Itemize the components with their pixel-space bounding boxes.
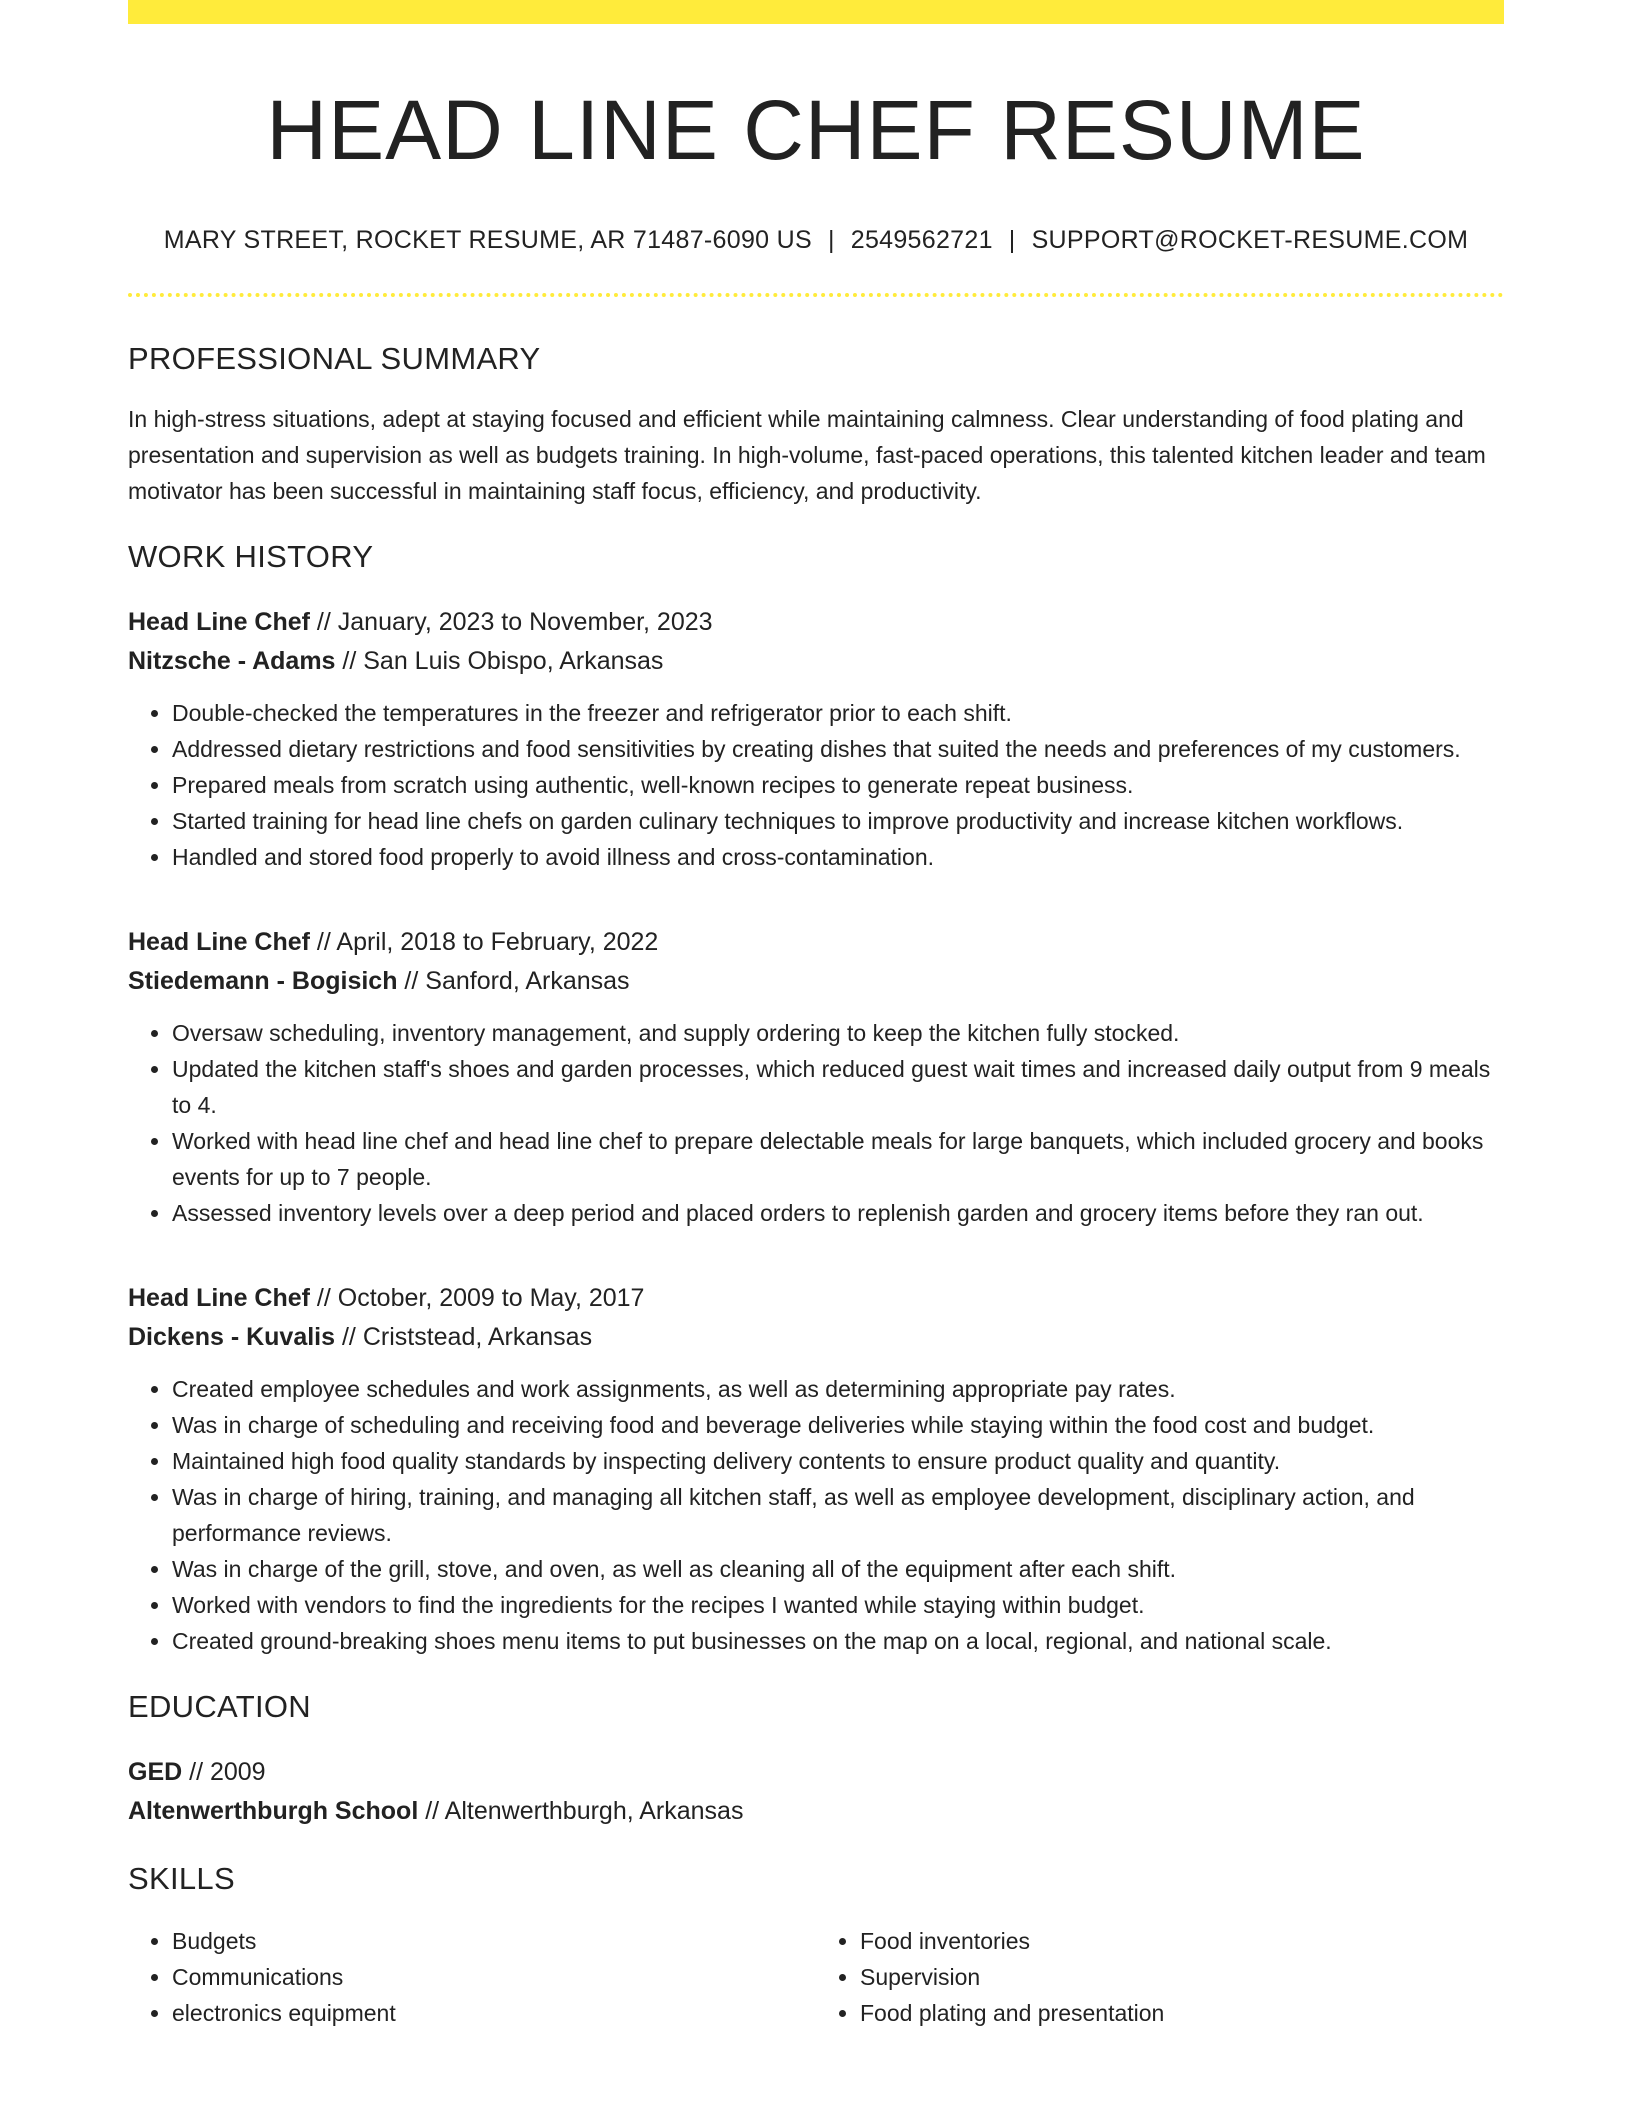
list-item: • Double-checked the temperatures in the freezer and refrigerator prior to each shift. [172, 695, 1504, 731]
contact-separator: | [1008, 226, 1016, 255]
job-company: Dickens - Kuvalis [128, 1323, 336, 1352]
list-item: • Was in charge of the grill, stove, and oven, as well as cleaning all of the equipment after each shift. [172, 1551, 1504, 1587]
list-item: • Started training for head line chefs on garden culinary techniques to improve productivity and increase kitchen workflows. [172, 803, 1504, 839]
job-company: Stiedemann - Bogisich [128, 967, 398, 996]
job-dates: // January, 2023 to November, 2023 [309, 608, 713, 637]
list-item: • Maintained high food quality standards by inspecting delivery contents to ensure product quality and quantity. [172, 1443, 1504, 1479]
job-company-line [128, 1318, 1504, 1357]
skills-column-right [816, 1923, 1504, 2031]
job-title: Head Line Chef [128, 928, 310, 957]
job-dates: // April, 2018 to February, 2022 [309, 928, 659, 957]
job-title-line [128, 923, 1504, 962]
job-company-line [128, 642, 1504, 681]
list-item: • Addressed dietary restrictions and food sensitivities by creating dishes that suited the needs and preferences of my customers. [172, 731, 1504, 767]
summary-heading: PROFESSIONAL SUMMARY [128, 341, 541, 377]
contact-email: SUPPORT@ROCKET-RESUME.COM [1031, 226, 1469, 255]
job-company-line [128, 962, 1504, 1001]
job-entry [128, 1279, 1504, 1659]
job-company: Nitzsche - Adams [128, 647, 336, 676]
education-degree: GED [128, 1758, 183, 1787]
skills-column-left [128, 1923, 816, 2031]
education-degree-line [128, 1753, 1504, 1792]
job-entry [128, 603, 1504, 875]
list-item: • Was in charge of scheduling and receiving food and beverage deliveries while staying within the food cost and budget. [172, 1407, 1504, 1443]
list-item: • Prepared meals from scratch using authentic, well-known recipes to generate repeat business. [172, 767, 1504, 803]
education-year: // 2009 [182, 1758, 266, 1787]
list-item: • Updated the kitchen staff's shoes and garden processes, which reduced guest wait times and increased daily output from 9 meals to 4. [172, 1051, 1504, 1123]
contact-separator: | [827, 226, 835, 255]
job-entry [128, 923, 1504, 1231]
job-dates: // October, 2009 to May, 2017 [309, 1284, 645, 1313]
job-title: Head Line Chef [128, 608, 310, 637]
list-item: • Was in charge of hiring, training, and managing all kitchen staff, as well as employee development, disciplinary action, and performance reviews. [172, 1479, 1504, 1551]
job-bullets [128, 695, 1504, 875]
job-title-line [128, 1279, 1504, 1318]
education-heading: EDUCATION [128, 1689, 311, 1725]
job-bullets [128, 1015, 1504, 1231]
list-item: • Food inventories [860, 1923, 1504, 1959]
list-item: • Assessed inventory levels over a deep period and placed orders to replenish garden and grocery items before they ran out. [172, 1195, 1504, 1231]
list-item: • Supervision [860, 1959, 1504, 1995]
education-school-line [128, 1792, 1504, 1831]
skills-list [128, 1923, 1504, 2031]
list-item: • Communications [172, 1959, 816, 1995]
work-history-heading: WORK HISTORY [128, 539, 374, 575]
education-entry [128, 1753, 1504, 1831]
list-item: • Worked with head line chef and head line chef to prepare delectable meals for large banquets, which included grocery and books events for up to 7 people. [172, 1123, 1504, 1195]
contact-phone: 2549562721 [850, 226, 993, 255]
education-school: Altenwerthburgh School [128, 1797, 419, 1826]
list-item: • Created ground-breaking shoes menu items to put businesses on the map on a local, regional, and national scale. [172, 1623, 1504, 1659]
job-title: Head Line Chef [128, 1284, 310, 1313]
contact-address: MARY STREET, ROCKET RESUME, AR 71487-6090 US [163, 226, 812, 255]
job-bullets [128, 1371, 1504, 1659]
job-title-line [128, 603, 1504, 642]
list-item: • Food plating and presentation [860, 1995, 1504, 2031]
list-item: • Created employee schedules and work assignments, as well as determining appropriate pay rates. [172, 1371, 1504, 1407]
contact-line [128, 226, 1504, 255]
summary-text: In high-stress situations, adept at staying focused and efficient while maintaining calmness. Clear understanding of food plating and presentation and supervision as well as budgets training. In high-volume, fast-paced operations, this talented kitchen leader and team motivator has been successful in maintaining staff focus, efficiency, and productivity. [128, 406, 1486, 505]
resume-page [128, 0, 1504, 2031]
list-item: • Budgets [172, 1923, 816, 1959]
education-location: // Altenwerthburgh, Arkansas [418, 1797, 744, 1826]
list-item: • Oversaw scheduling, inventory management, and supply ordering to keep the kitchen fully stocked. [172, 1015, 1504, 1051]
job-location: // San Luis Obispo, Arkansas [335, 647, 664, 676]
job-location: // Sanford, Arkansas [397, 967, 630, 996]
skills-heading: SKILLS [128, 1861, 235, 1897]
job-location: // Criststead, Arkansas [335, 1323, 593, 1352]
accent-bar [128, 0, 1504, 24]
list-item: • Worked with vendors to find the ingredients for the recipes I wanted while staying within budget. [172, 1587, 1504, 1623]
page-title: HEAD LINE CHEF RESUME [266, 83, 1366, 177]
list-item: • Handled and stored food properly to avoid illness and cross-contamination. [172, 839, 1504, 875]
list-item: • electronics equipment [172, 1995, 816, 2031]
dotted-divider [128, 293, 1504, 297]
